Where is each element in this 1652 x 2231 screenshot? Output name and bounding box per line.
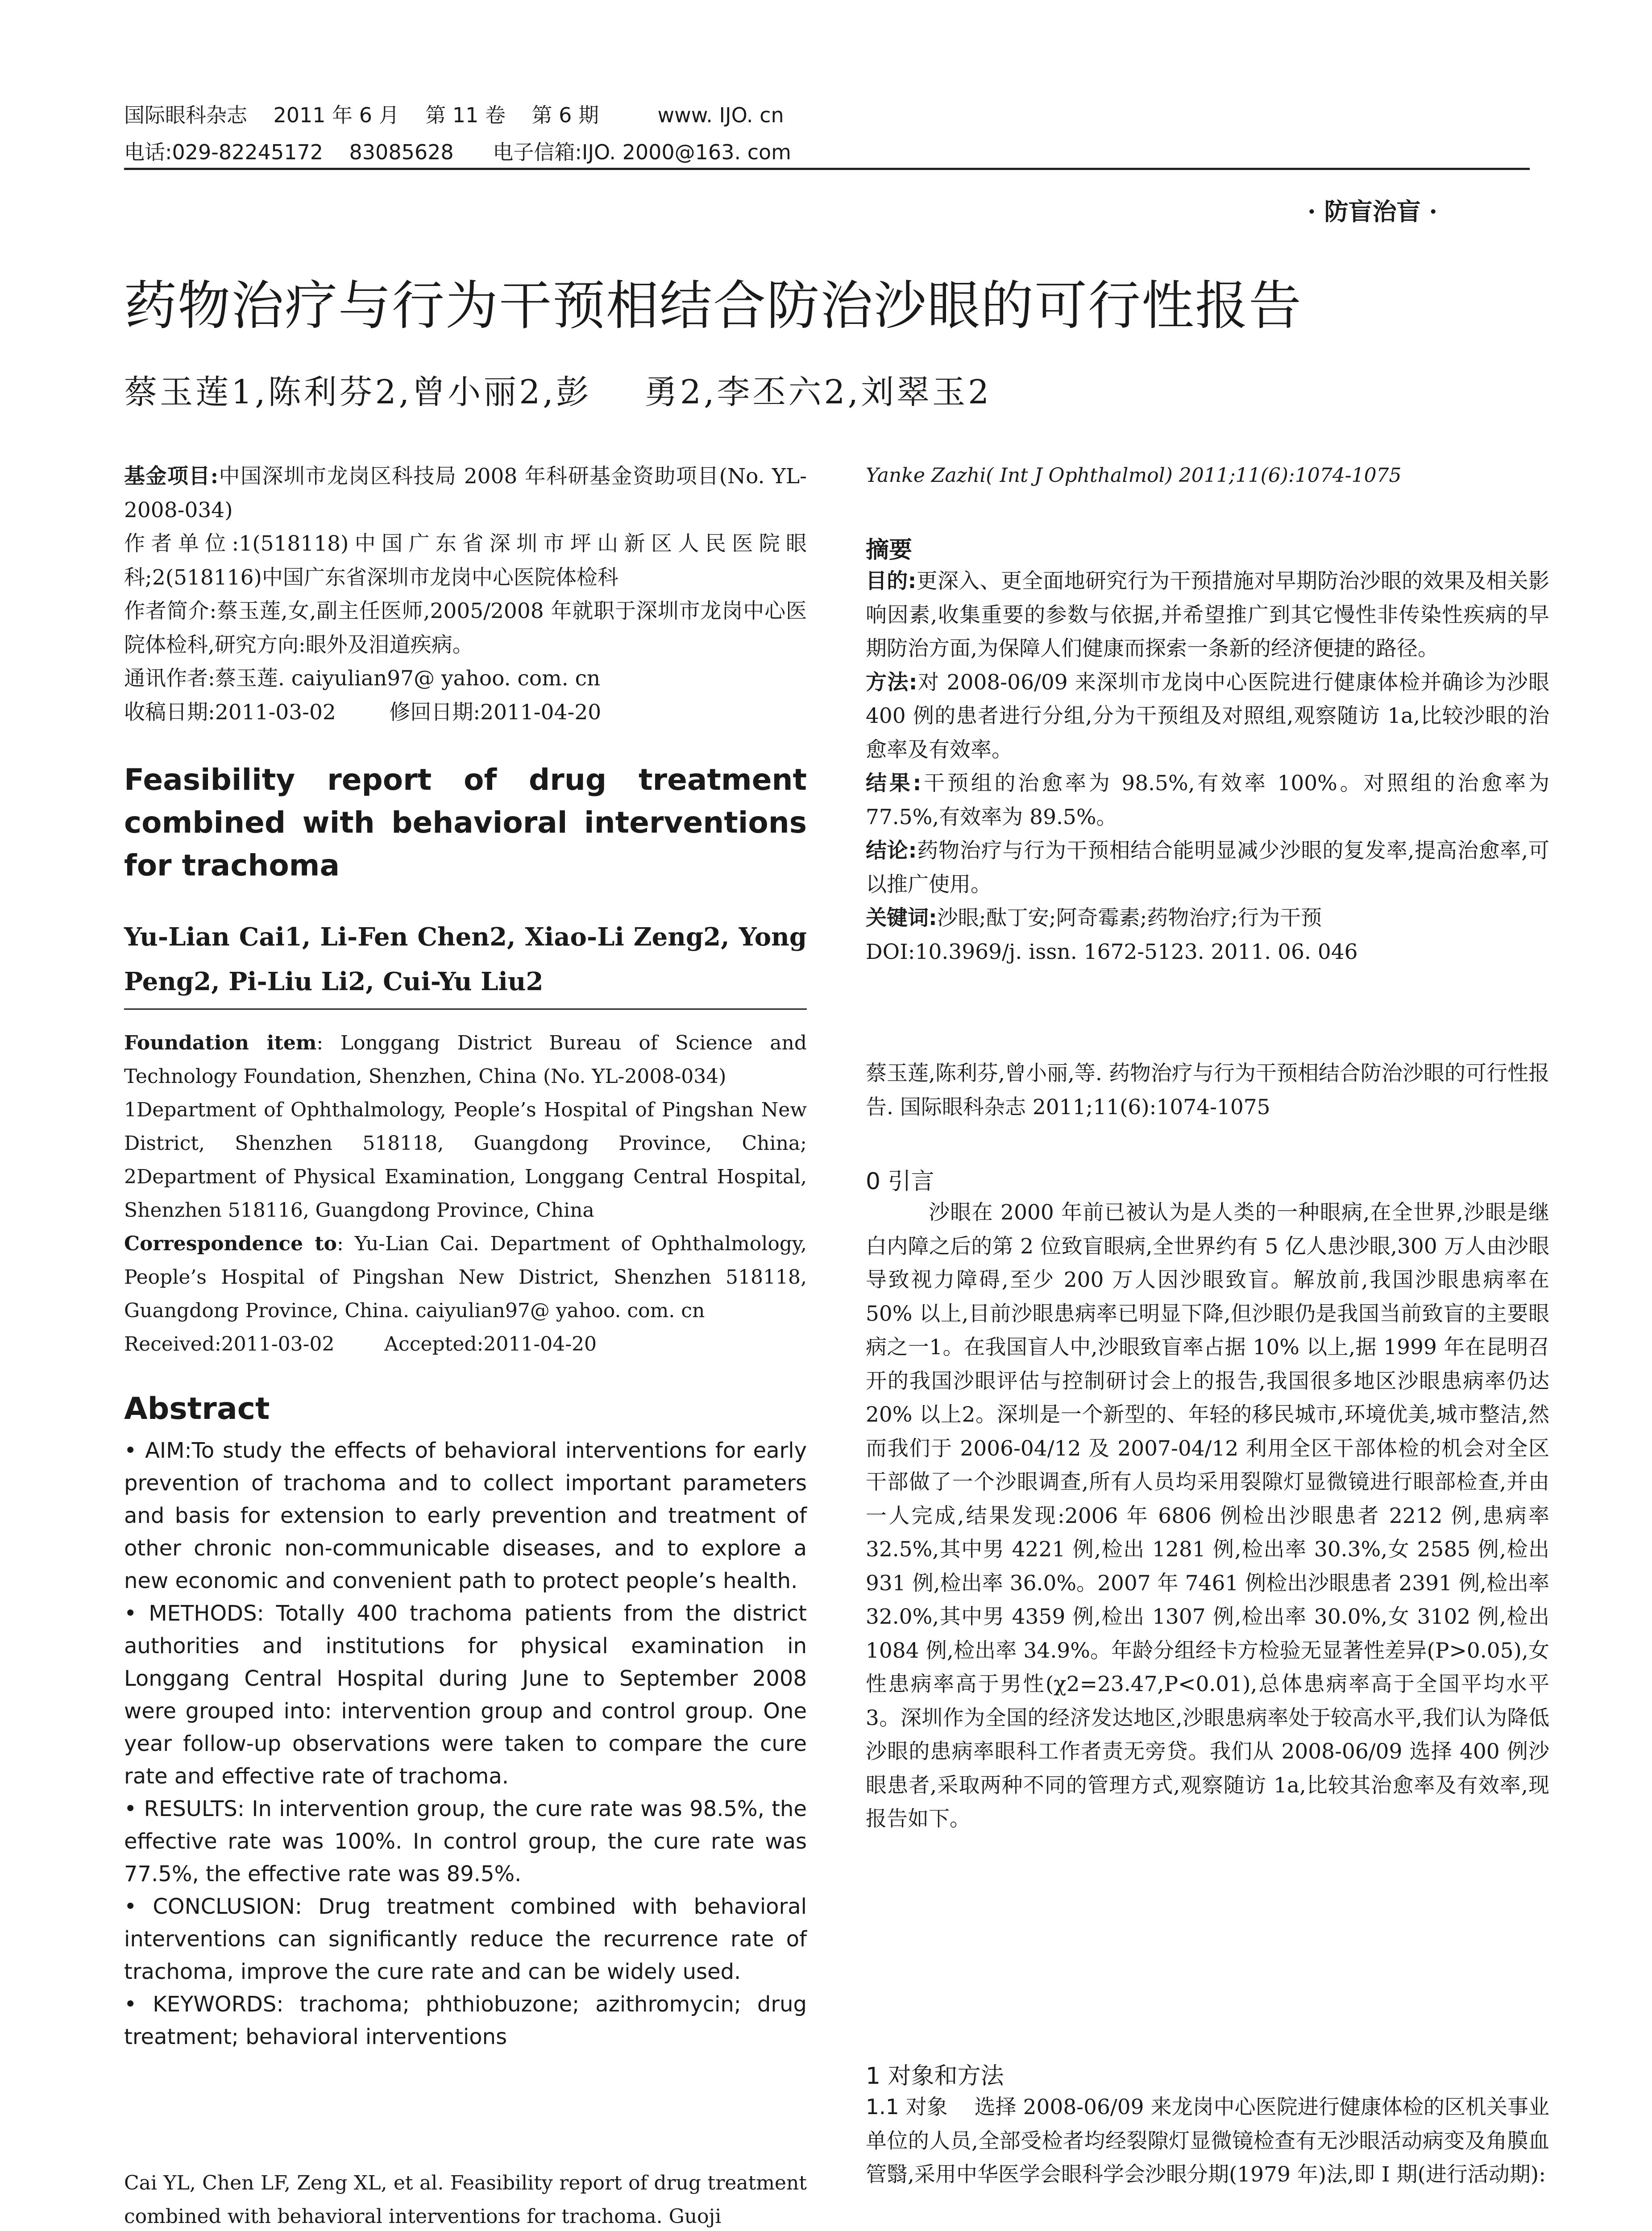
methods-label: 方法: xyxy=(866,670,917,695)
conclusion-label: 结论: xyxy=(866,838,917,863)
abstract-en xyxy=(124,1435,807,2053)
abstract-heading: Abstract xyxy=(124,1391,270,1427)
abstract-aim: • AIM:To study the effects of behavioral interventions for early prevention of trachoma and to collect important parameters and basis for extension to early prevention and treatment of other chronic non-communicable diseases, and to explore a new economic and convenient path to protect people’s health. xyxy=(124,1438,807,1593)
results-label: 结果: xyxy=(866,771,921,796)
article-info-cn xyxy=(124,460,807,729)
section-1-1 xyxy=(866,2090,1549,2192)
aim-label: 目的: xyxy=(866,569,917,593)
section-1-heading: 1 对象和方法 xyxy=(866,2063,1004,2090)
aim-text: 更深入、更全面地研究行为干预措施对早期防治沙眼的效果及相关影响因素,收集重要的参数与依据,并希望推广到其它慢性非传染性疾病的早期防治方面,为保障人们健康而探索一条新的经济便捷的路径。 xyxy=(866,569,1550,661)
fund-label: 基金项目: xyxy=(124,464,219,489)
abstract-results: • RESULTS: In intervention group, the cure rate was 98.5%, the effective rate was 100%. In control group, the cure rate was 77.5%, the effective rate was 89.5%. xyxy=(124,1796,807,1887)
intro-paragraph: 沙眼在 2000 年前已被认为是人类的一种眼病,在全世界,沙眼是继白内障之后的第 2 位致盲眼病,全世界约有 5 亿人患沙眼,300 万人由沙眼导致视力障碍,至少 200 万人因沙眼致盲。解放前,我国沙眼患病率在 50% 以上,目前沙眼患病率已明显下降,但沙眼仍是我国当前致盲的主要眼病之一1。在我国盲人中,沙眼致盲率占据 10% 以上,据 1999 年在昆明召开的我国沙眼评估与控制研讨会上的报告,我国很多地区沙眼患病率仍达 20% 以上2。深圳是一个新型的、年轻的移民城市,环境优美,城市整洁,然而我们于 2006-04/12 及 2007-04/12 利用全区干部体检的机会对全区干部做了一个沙眼调查,所有人员均采用裂隙灯显微镜进行眼部检查,并由一人完成,结果发现:2006 年 6806 例检出沙眼患者 2212 例,患病率 32.5%,其中男 4221 例,检出 1281 例,检出率 30.3%,女 2585 例,检出 931 例,检出率 36.0%。2007 年 7461 例检出沙眼患者 2391 例,检出率 32.0%,其中男 4359 例,检出 1307 例,检出率 30.0%,女 3102 例,检出 1084 例,检出率 34.9%。年龄分组经卡方检验无显著性差异(P>0.05),女性患病率高于男性(χ2=23.47,P<0.01),总体患病率高于全国平均水平3。深圳作为全国的经济发达地区,沙眼患病率处于较高水平,我们认为降低沙眼的患病率眼科工作者责无旁贷。我们从 2008-06/09 选择 400 例沙眼患者,采取两种不同的管理方式,观察随访 1a,比较其治愈率及有效率,现报告如下。 xyxy=(866,1200,1549,1831)
section-1-1-text: 选择 2008-06/09 来龙岗中心医院进行健康体检的区机关事业单位的人员,全部受检者均经裂隙灯显微镜检查有无沙眼活动病变及角膜血管翳,采用中华医学会眼科学会沙眼分期(1979 年)法,即 Ⅰ 期(进行活动期): xyxy=(866,2095,1549,2187)
english-title: Feasibility report of drug treatment combined with behavioral interventions for trachoma xyxy=(124,763,807,883)
header-rule xyxy=(124,168,1530,170)
author-rule xyxy=(124,1008,807,1010)
methods-text: 对 2008-06/09 来深圳市龙岗中心医院进行健康体检并确诊为沙眼 400 例的患者进行分组,分为干预组及对照组,观察随访 1a,比较沙眼的治愈率及有效率。 xyxy=(866,670,1550,762)
conclusion-text: 药物治疗与行为干预相结合能明显减少沙眼的复发率,提高治愈率,可以推广使用。 xyxy=(866,838,1549,897)
departments: 1Department of Ophthalmology, People’s Hospital of Pingshan New District, Shenzhen 518118, Guangdong Province, China; 2Department of Physical Examination, Longgang Central Hospital, Shenzhen 518116, Guangdong Province, China xyxy=(124,1099,807,1222)
citation-en: Cai YL, Chen LF, Zeng XL, et al. Feasibility report of drug treatment combined with behavioral interventions for trachoma. Guoji xyxy=(124,2172,807,2228)
authors-cn: 蔡玉莲1,陈利芬2,曾小丽2,彭 勇2,李丕六2,刘翠玉2 xyxy=(124,373,992,411)
abstract-cn xyxy=(866,564,1549,969)
section-1-1-label: 1.1 对象 xyxy=(866,2095,948,2119)
author-unit: 作者单位:1(518118)中国广东省深圳市坪山新区人民医院眼科;2(518116)中国广东省深圳市龙岗中心医院体检科 xyxy=(124,531,807,590)
journal-header-line2: 电话:029-82245172 83085628 电子信箱:IJO. 2000@163. com xyxy=(124,140,791,164)
abstract-methods: • METHODS: Totally 400 trachoma patients from the district authorities and institutions for physical examination in Longgang Central Hospital during June to September 2008 were grouped into: intervention group and control group. One year follow-up observations were taken to compare the cure rate and effective rate of trachoma. xyxy=(124,1601,807,1789)
article-title: 药物治疗与行为干预相结合防治沙眼的可行性报告 xyxy=(124,275,1303,336)
doi: DOI:10.3969/j. issn. 1672-5123. 2011. 06. 046 xyxy=(866,939,1358,964)
fund-text: 中国深圳市龙岗区科技局 2008 年科研基金资助项目(No. YL-2008-034) xyxy=(124,464,807,523)
intro-body xyxy=(866,1196,1549,1836)
keywords-text: 沙眼;酞丁安;阿奇霉素;药物治疗;行为干预 xyxy=(937,906,1322,930)
foundation-label: Foundation item xyxy=(124,1032,317,1054)
citation-continued: Yanke Zazhi( Int J Ophthalmol) 2011;11(6):1074-1075 xyxy=(866,464,1402,487)
results-text: 干预组的治愈率为 98.5%,有效率 100%。对照组的治愈率为 77.5%,有效率为 89.5%。 xyxy=(866,771,1549,829)
journal-header-line1: 国际眼科杂志 2011 年 6 月 第 11 卷 第 6 期 www. IJO. cn xyxy=(124,103,784,127)
abstract-conclusion: • CONCLUSION: Drug treatment combined with behavioral interventions can significantly reduce the recurrence rate of trachoma, improve the cure rate and can be widely used. xyxy=(124,1894,807,1984)
received-dates-en: Received:2011-03-02 Accepted:2011-04-20 xyxy=(124,1333,597,1356)
keywords-label: 关键词: xyxy=(866,906,937,930)
abstract-keywords: • KEYWORDS: trachoma; phthiobuzone; azithromycin; drug treatment; behavioral interventions xyxy=(124,1992,807,2049)
correspondence-text: : Yu-Lian Cai. Department of Ophthalmology, People’s Hospital of Pingshan New District, Shenzhen 518118, Guangdong Province, China. caiyulian97@ yahoo. com. cn xyxy=(124,1232,807,1322)
article-info-en xyxy=(124,1026,807,1361)
corresponding-author: 通讯作者:蔡玉莲. caiyulian97@ yahoo. com. cn xyxy=(124,666,601,691)
correspondence-label: Correspondence to xyxy=(124,1232,337,1255)
citation-cn: 蔡玉莲,陈利芬,曾小丽,等. 药物治疗与行为干预相结合防治沙眼的可行性报告. 国际眼科杂志 2011;11(6):1074-1075 xyxy=(866,1061,1549,1120)
foundation-text: : Longgang District Bureau of Science and Technology Foundation, Shenzhen, China (No. YL-2008-034) xyxy=(124,1032,807,1088)
section-tag: · 防盲治盲 · xyxy=(1307,197,1438,226)
author-bio: 作者简介:蔡玉莲,女,副主任医师,2005/2008 年就职于深圳市龙岗中心医院体检科,研究方向:眼外及泪道疾病。 xyxy=(124,599,807,657)
english-authors: Yu-Lian Cai1, Li-Fen Chen2, Xiao-Li Zeng2, Yong Peng2, Pi-Liu Li2, Cui-Yu Liu2 xyxy=(124,922,807,996)
intro-heading: 0 引言 xyxy=(866,1168,934,1195)
received-dates-cn: 收稿日期:2011-03-02 修回日期:2011-04-20 xyxy=(124,700,602,725)
abstract-cn-heading: 摘要 xyxy=(866,537,913,564)
